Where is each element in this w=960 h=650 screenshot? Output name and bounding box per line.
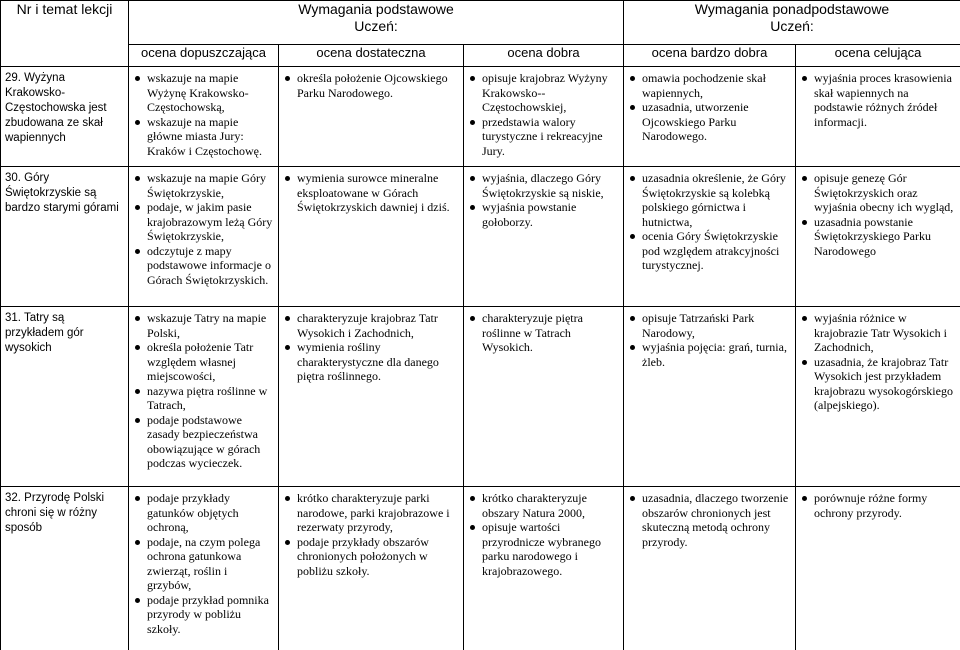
requirement-cell-dostateczna [279,487,464,650]
requirement-list [283,311,459,384]
requirement-item: wskazuje na mapie Góry Świętokrzyskie, [133,171,274,200]
lesson-title: 31. Tatry są przykładem gór wysokich [1,307,129,487]
requirement-item: podaje, w jakim pasie krajobrazowym leżą Góry Świętokrzyskie, [133,200,274,244]
requirement-list [468,491,619,578]
requirement-list [468,311,619,355]
requirement-list [628,311,791,369]
requirement-item: wyjaśnia proces krasowienia skał wapiennych na podstawie różnych źródeł informacji. [800,71,956,129]
level-celujaca: ocena celująca [796,45,960,67]
requirement-list [628,491,791,549]
lesson-title: 30. Góry Świętokrzyskie są bardzo starymi górami [1,167,129,307]
level-dopuszczajaca: ocena dopuszczająca [129,45,279,67]
requirement-item: ocenia Góry Świętokrzyskie pod względem atrakcyjności turystycznej. [628,229,791,273]
header-basic [129,1,624,45]
requirement-item: określa położenie Tatr względem własnej miejscowości, [133,340,274,384]
requirement-list [133,171,274,287]
requirement-item: wskazuje Tatry na mapie Polski, [133,311,274,340]
table-row [1,67,960,167]
requirement-cell-dostateczna [279,167,464,307]
requirement-item: wskazuje na mapie główne miasta Jury: Kraków i Częstochowę. [133,115,274,159]
requirement-item: uzasadnia powstanie Świętokrzyskiego Parku Narodowego [800,215,956,259]
requirement-list [800,491,956,520]
header-basic-label: Wymagania podstawowe [298,1,454,17]
requirement-item: odczytuje z mapy podstawowe informacje o Górach Świętokrzyskich. [133,244,274,288]
requirement-list [133,491,274,636]
requirement-cell-celujaca [796,67,960,167]
requirement-item: uzasadnia określenie, że Góry Świętokrzyskie są kolebką polskiego górnictwa i hutnictwa, [628,171,791,229]
requirement-list [468,171,619,229]
requirement-list [800,71,956,129]
requirement-item: uzasadnia, dlaczego tworzenie obszarów chronionych jest skuteczną metodą ochrony przyrody. [628,491,791,549]
requirement-list [283,491,459,578]
header-basic-sub: Uczeń: [354,18,398,34]
level-dostateczna: ocena dostateczna [279,45,464,67]
requirement-item: opisuje Tatrzański Park Narodowy, [628,311,791,340]
table-row [1,307,960,487]
requirement-cell-celujaca [796,487,960,650]
header-advanced-label: Wymagania ponadpodstawowe [694,1,890,17]
requirement-list [628,171,791,273]
requirement-cell-bardzo-dobra [624,307,796,487]
requirement-item: uzasadnia, że krajobraz Tatr Wysokich jest przykładem krajobrazu wysokogórskiego (alpejskiego). [800,355,956,413]
requirement-item: wyjaśnia różnice w krajobrazie Tatr Wysokich i Zachodnich, [800,311,956,355]
requirement-item: opisuje wartości przyrodnicze wybranego parku narodowego i krajobrazowego. [468,520,619,578]
requirement-item: opisuje krajobraz Wyżyny Krakowsko--Częstochowskiej, [468,71,619,115]
requirement-item: podaje przykłady gatunków objętych ochroną, [133,491,274,535]
requirement-item: podaje podstawowe zasady bezpieczeństwa obowiązujące w górach podczas wycieczek. [133,413,274,471]
requirement-cell-dopuszczajaca [129,487,279,650]
requirement-item: nazywa piętra roślinne w Tatrach, [133,384,274,413]
requirement-cell-dopuszczajaca [129,167,279,307]
requirement-cell-bardzo-dobra [624,487,796,650]
requirement-item: opisuje genezę Gór Świętokrzyskich oraz wyjaśnia obecny ich wygląd, [800,171,956,215]
requirement-item: uzasadnia, utworzenie Ojcowskiego Parku Narodowego. [628,100,791,144]
requirement-item: wyjaśnia pojęcia: grań, turnia, żleb. [628,340,791,369]
requirement-item: podaje przykłady obszarów chronionych położonych w pobliżu szkoły. [283,535,459,579]
header-advanced-sub: Uczeń: [770,18,814,34]
requirement-cell-bardzo-dobra [624,67,796,167]
lesson-title: 29. Wyżyna Krakowsko-Częstochowska jest zbudowana ze skał wapiennych [1,67,129,167]
requirement-list [468,71,619,158]
level-bardzo-dobra: ocena bardzo dobra [624,45,796,67]
requirement-cell-dobra [464,67,624,167]
requirement-cell-bardzo-dobra [624,167,796,307]
requirement-item: wyjaśnia, dlaczego Góry Świętokrzyskie są niskie, [468,171,619,200]
lesson-title: 32. Przyrodę Polski chroni się w różny sposób [1,487,129,650]
requirement-list [133,71,274,158]
requirement-item: wymienia surowce mineralne eksploatowane w Górach Świętokrzyskich dawniej i dziś. [283,171,459,215]
requirement-item: omawia pochodzenie skał wapiennych, [628,71,791,100]
requirement-item: podaje, na czym polega ochrona gatunkowa zwierząt, roślin i grzybów, [133,535,274,593]
requirement-list [628,71,791,144]
table-row [1,487,960,650]
requirement-item: podaje przykład pomnika przyrody w pobliżu szkoły. [133,593,274,637]
header-advanced [624,1,960,45]
requirement-cell-dostateczna [279,67,464,167]
requirement-item: określa położenie Ojcowskiego Parku Narodowego. [283,71,459,100]
requirement-item: przedstawia walory turystyczne i rekreacyjne Jury. [468,115,619,159]
requirement-item: charakteryzuje krajobraz Tatr Wysokich i Zachodnich, [283,311,459,340]
requirement-list [133,311,274,471]
header-lesson [1,1,129,67]
requirement-cell-celujaca [796,307,960,487]
requirement-list [800,171,956,258]
requirement-cell-dobra [464,167,624,307]
requirement-cell-dobra [464,307,624,487]
requirement-cell-dobra [464,487,624,650]
level-dobra: ocena dobra [464,45,624,67]
requirement-list [283,71,459,100]
requirement-list [800,311,956,413]
requirement-list [283,171,459,215]
table-row [1,167,960,307]
requirement-item: charakteryzuje piętra roślinne w Tatrach Wysokich. [468,311,619,355]
requirement-cell-dopuszczajaca [129,307,279,487]
requirement-cell-celujaca [796,167,960,307]
header-lesson-label: Nr i temat lekcji [16,1,113,17]
requirement-cell-dostateczna [279,307,464,487]
requirement-item: wyjaśnia powstanie gołoborzy. [468,200,619,229]
requirement-item: wskazuje na mapie Wyżynę Krakowsko-Częstochowską, [133,71,274,115]
requirement-cell-dopuszczajaca [129,67,279,167]
requirement-item: krótko charakteryzuje parki narodowe, parki krajobrazowe i rezerwaty przyrody, [283,491,459,535]
requirement-item: porównuje różne formy ochrony przyrody. [800,491,956,520]
requirement-item: krótko charakteryzuje obszary Natura 2000, [468,491,619,520]
requirement-item: wymienia rośliny charakterystyczne dla danego piętra roślinnego. [283,340,459,384]
